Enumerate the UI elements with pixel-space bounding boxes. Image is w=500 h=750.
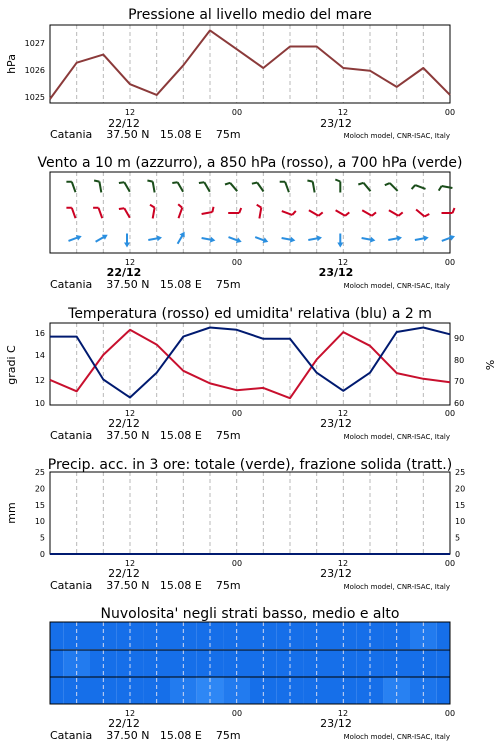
precip-ylabel: mm [5, 502, 18, 524]
wind-barb [124, 234, 130, 248]
precip-xtick: 12 [337, 559, 349, 568]
wind-barb [309, 210, 323, 216]
temperature-model-credit: Moloch model, CNR-ISAC, Italy [343, 433, 450, 441]
panel-pressure [5, 7, 455, 141]
wind-barb-feather [358, 183, 363, 185]
precip-ytick-left: 20 [34, 484, 45, 494]
wind-barb-shaft [124, 208, 130, 218]
wind-barb [280, 182, 289, 193]
pressure-xtick: 12 [124, 108, 136, 117]
humidity-ytick: 80 [454, 356, 465, 365]
panel-temperature [5, 306, 496, 442]
wind-barb [229, 237, 242, 243]
wind-xticks [125, 258, 455, 267]
wind-barb-feather [94, 181, 99, 182]
wind-barb-feather [147, 181, 152, 182]
wind-barb [415, 235, 429, 241]
precip-ytick-right: 25 [455, 468, 466, 477]
wind-barb-feather [252, 183, 257, 184]
wind-barb-feather [172, 182, 177, 183]
pressure-date: 23/12 [320, 117, 352, 130]
wind-barb [119, 182, 130, 192]
wind-arrow-head [370, 237, 376, 243]
wind-barb-feather [257, 205, 262, 208]
wind-barb [416, 210, 429, 217]
wind-barb-feather [292, 211, 296, 215]
precip-ytick-left: 15 [34, 500, 45, 510]
wind-barb-shaft [364, 183, 371, 191]
wind-barb-feather [119, 182, 124, 183]
panel-clouds [50, 606, 455, 742]
pressure-grid [77, 25, 424, 103]
wind-barb [336, 210, 350, 216]
wind-barb-shaft [285, 182, 289, 192]
wind-title: Vento a 10 m (azzurro), a 850 hPa (rosso), a 700 hPa (verde) [37, 155, 463, 171]
temperature-location: Catania 37.50 N 15.08 E 75m [50, 429, 241, 442]
humidity-ytick: 90 [454, 334, 465, 343]
wind-location: Catania 37.50 N 15.08 E 75m [50, 278, 241, 291]
wind-barb [362, 210, 376, 216]
wind-barb-shaft [124, 182, 130, 192]
wind-barb-feather [119, 208, 124, 209]
wind-barb [308, 235, 322, 241]
clouds-date: 22/12 [108, 717, 140, 730]
wind-barb [282, 237, 296, 243]
wind-barb-feather [453, 208, 455, 213]
humidity-line [50, 328, 450, 398]
wind-barb-feather [372, 212, 376, 215]
wind-barb-shaft [259, 208, 261, 219]
wind-xtick: 00 [444, 258, 456, 267]
wind-barb [172, 182, 183, 192]
humidity-yticks [454, 334, 464, 408]
wind-arrow-head [317, 235, 322, 241]
wind-barb-shaft [99, 208, 103, 218]
wind-barb-feather [345, 212, 349, 215]
pressure-yticks [25, 39, 45, 102]
wind-barb-shaft [230, 183, 237, 191]
wind-barb-shaft [389, 210, 399, 216]
cloud-cell [437, 677, 450, 704]
pressure-ytick: 1026 [24, 66, 45, 75]
wind-barb-feather [178, 204, 182, 208]
wind-barb [385, 183, 398, 191]
clouds-heatmap [50, 622, 450, 704]
temperature-xtick: 00 [231, 409, 243, 418]
precip-xtick: 12 [124, 559, 136, 568]
wind-barb [252, 183, 264, 192]
wind-barb-feather [225, 183, 230, 185]
wind-barb [335, 180, 340, 193]
wind-arrow-head [124, 243, 130, 248]
clouds-xticks [125, 709, 455, 718]
temperature-title: Temperatura (rosso) ed umidita' relativa (blu) a 2 m [68, 306, 432, 322]
wind-barb-shaft [72, 182, 76, 192]
precip-location: Catania 37.50 N 15.08 E 75m [50, 579, 241, 592]
wind-barb-feather [318, 212, 322, 215]
temperature-series [50, 328, 450, 399]
panel-precipitation [5, 457, 465, 592]
pressure-model-credit: Moloch model, CNR-ISAC, Italy [343, 132, 450, 140]
wind-barb [150, 205, 155, 219]
pressure-xtick: 00 [444, 108, 456, 117]
temperature-xtick: 12 [124, 409, 136, 418]
wind-barb [199, 182, 210, 192]
temperature-ytick: 16 [34, 329, 45, 338]
wind-barb [282, 211, 296, 215]
wind-barb [307, 181, 314, 193]
wind-barb-shaft [257, 183, 263, 192]
wind-barb [93, 208, 102, 219]
precip-ytick-left: 0 [39, 550, 45, 559]
precip-ytick-left: 10 [34, 517, 45, 527]
cloud-cell [437, 649, 450, 676]
wind-barb-shaft [336, 210, 346, 216]
pressure-ytick: 1025 [24, 93, 45, 102]
cloud-cell [50, 677, 63, 704]
panel-wind [37, 155, 462, 291]
pressure-series [50, 30, 450, 99]
pressure-date: 22/12 [108, 117, 140, 130]
wind-barb-shaft [99, 182, 101, 193]
precip-date: 22/12 [108, 567, 140, 580]
wind-arrow-head [290, 237, 296, 243]
wind-arrow-head [210, 237, 216, 243]
temperature-date: 22/12 [108, 417, 140, 430]
wind-barb [119, 208, 130, 218]
wind-barb [228, 208, 241, 213]
precip-model-credit: Moloch model, CNR-ISAC, Italy [343, 583, 450, 591]
wind-barb [66, 208, 75, 219]
clouds-xtick: 12 [337, 709, 349, 718]
clouds-xtick: 00 [444, 709, 456, 718]
pressure-ylabel: hPa [5, 54, 18, 74]
temperature-ytick: 12 [34, 376, 45, 385]
pressure-location: Catania 37.50 N 15.08 E 75m [50, 128, 241, 141]
wind-barb [147, 181, 154, 193]
clouds-location: Catania 37.50 N 15.08 E 75m [50, 729, 241, 742]
wind-barb [337, 234, 343, 248]
wind-barb [412, 185, 426, 189]
precip-ytick-right: 15 [455, 500, 466, 510]
pressure-xticks [125, 108, 455, 117]
precip-ytick-left: 5 [39, 533, 45, 543]
temperature-xtick: 12 [337, 409, 349, 418]
wind-arrow-head [337, 243, 343, 248]
cloud-cell [50, 649, 63, 676]
wind-barb-shaft [153, 182, 155, 193]
wind-barb [389, 210, 403, 216]
wind-xtick: 12 [124, 258, 136, 267]
wind-barb-feather [335, 180, 340, 182]
clouds-model-credit: Moloch model, CNR-ISAC, Italy [343, 733, 450, 741]
temperature-yticks [35, 329, 45, 408]
wind-barb [178, 204, 182, 218]
wind-date: 22/12 [106, 266, 142, 279]
wind-barb [202, 237, 216, 243]
precip-yticks-right [455, 468, 465, 559]
wind-barb-shaft [202, 212, 213, 214]
wind-barb-shaft [72, 208, 76, 218]
precip-plot-frame [50, 472, 450, 554]
wind-barb [388, 235, 402, 241]
wind-barb-feather [150, 205, 155, 208]
wind-barb [225, 183, 237, 191]
wind-arrow-head [397, 235, 402, 241]
wind-barb [96, 235, 108, 242]
cloud-cell [437, 622, 450, 649]
wind-barb-feather [307, 181, 312, 182]
wind-xtick: 00 [231, 258, 243, 267]
wind-barb [94, 181, 101, 193]
wind-barb [255, 237, 268, 243]
precip-ytick-right: 20 [455, 484, 466, 494]
pressure-xtick: 12 [337, 108, 349, 117]
wind-barb-shaft [442, 186, 453, 188]
wind-barb-shaft [313, 182, 315, 193]
precip-xtick: 00 [231, 559, 243, 568]
wind-barb-feather [385, 183, 390, 185]
temperature-ytick: 10 [34, 399, 45, 408]
wind-barb-shaft [282, 211, 292, 215]
precip-date: 23/12 [320, 567, 352, 580]
wind-barb-shaft [179, 208, 183, 218]
wind-barb-feather [425, 214, 430, 217]
wind-barb-shaft [362, 210, 372, 216]
pressure-line [50, 30, 450, 99]
pressure-plot-frame [50, 25, 450, 103]
precip-ytick-right: 10 [455, 517, 466, 527]
precip-grid [77, 472, 424, 554]
precip-yticks-left [35, 468, 45, 559]
wind-barb-shaft [415, 185, 425, 189]
wind-barb [66, 182, 75, 193]
pressure-ytick: 1027 [24, 39, 45, 48]
wind-barb [442, 235, 455, 241]
wind-barb-feather [212, 207, 213, 212]
wind-date: 23/12 [318, 266, 354, 279]
clouds-xtick: 12 [124, 709, 136, 718]
wind-barb-feather [398, 212, 402, 215]
wind-barb [358, 183, 370, 191]
temperature-xtick: 00 [444, 409, 456, 418]
wind-barb-shaft [178, 182, 184, 192]
precip-xticks [125, 559, 455, 568]
wind-barb-feather [199, 182, 204, 183]
humidity-ylabel: % [483, 359, 496, 371]
wind-barb-shaft [309, 210, 319, 216]
temperature-xticks [125, 409, 455, 418]
clouds-xtick: 00 [231, 709, 243, 718]
wind-barb [362, 237, 376, 243]
precip-ytick-right: 0 [455, 550, 461, 559]
clouds-title: Nuvolosita' negli strati basso, medio e alto [100, 606, 400, 622]
precip-ytick-right: 5 [455, 533, 461, 543]
wind-barb-feather [239, 208, 241, 213]
wind-arrow-head [157, 235, 162, 241]
precip-title: Precip. acc. in 3 ore: totale (verde), frazione solida (tratt.) [47, 457, 453, 473]
wind-barb-shaft [204, 182, 210, 192]
wind-barb [69, 235, 82, 241]
precip-ytick-left: 25 [34, 468, 45, 477]
humidity-ytick: 60 [454, 399, 465, 408]
wind-barb-feather [412, 185, 416, 189]
wind-arrow-head [423, 235, 428, 241]
wind-barb [148, 235, 162, 241]
wind-barb [442, 208, 455, 213]
humidity-ytick: 70 [454, 377, 465, 386]
wind-barb-shaft [153, 208, 155, 219]
pressure-title: Pressione al livello medio del mare [128, 7, 372, 23]
wind-barb [202, 207, 214, 214]
temperature-date: 23/12 [320, 417, 352, 430]
temperature-ytick: 14 [34, 351, 45, 360]
clouds-date: 23/12 [320, 717, 352, 730]
wind-barb [257, 205, 262, 219]
cloud-cell [50, 622, 63, 649]
wind-xtick: 12 [337, 258, 349, 267]
precip-xtick: 00 [444, 559, 456, 568]
pressure-xtick: 00 [231, 108, 243, 117]
wind-model-credit: Moloch model, CNR-ISAC, Italy [343, 282, 450, 290]
temperature-line [50, 330, 450, 398]
wind-barb-feather [439, 186, 442, 191]
temperature-ylabel: gradi C [5, 345, 18, 385]
